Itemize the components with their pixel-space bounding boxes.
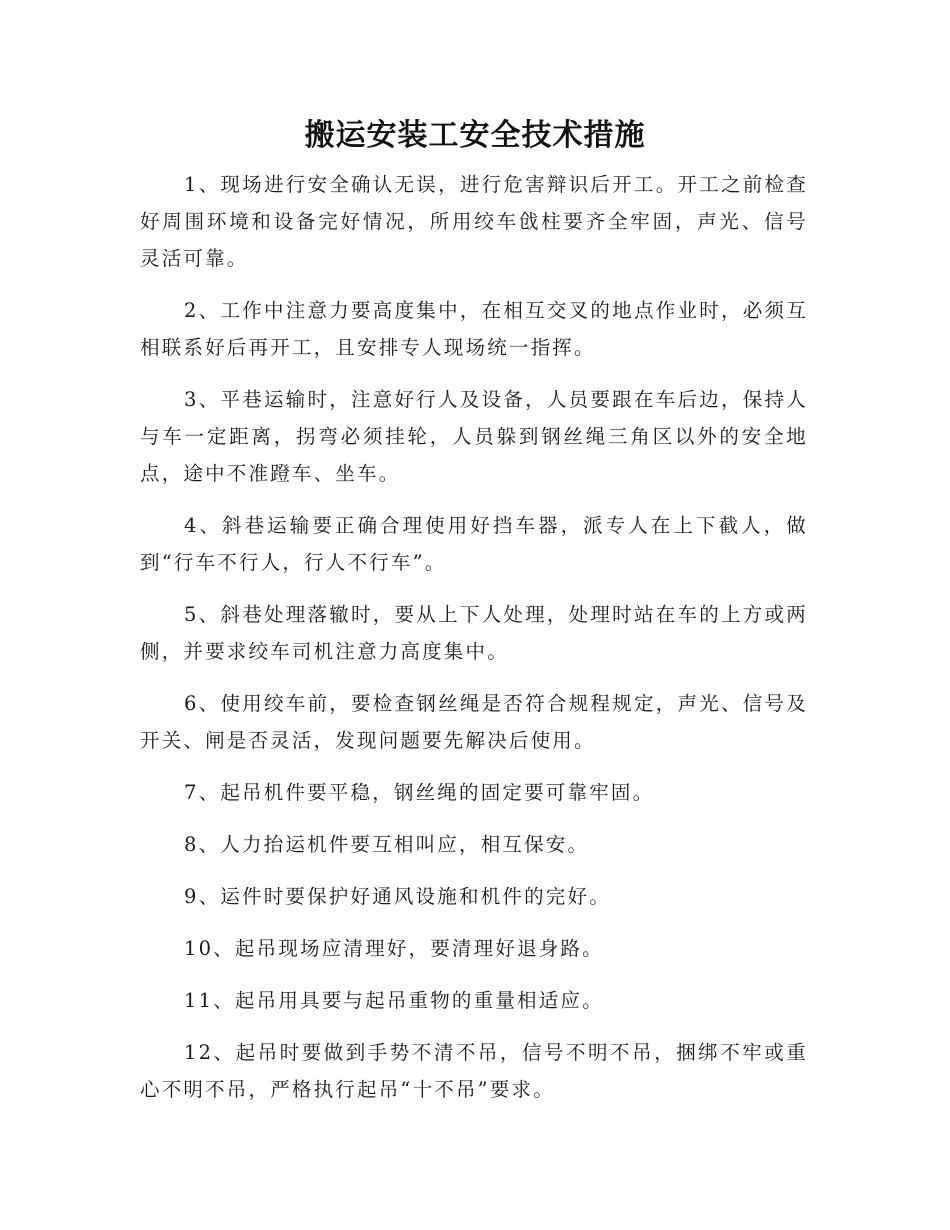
- paragraph-11: 11、起吊用具要与起吊重物的重量相适应。: [184, 989, 604, 1012]
- paragraph-7: 7、起吊机件要平稳，钢丝绳的固定要可靠牢固。: [184, 781, 655, 804]
- paragraph-3: 3、平巷运输时，注意好行人及设备，人员要跟在车后边，保持人与车一定距离，拐弯必须挂轮，人员躲到钢丝绳三角区以外的安全地点，途中不准蹬车、坐车。: [140, 388, 808, 485]
- paragraph-9: 9、运件时要保护好通风设施和机件的完好。: [184, 885, 611, 908]
- paragraph-1: 1、现场进行安全确认无误，进行危害辩识后开工。开工之前检查好周围环境和设备完好情况，所用绞车戗柱要齐全牢固，声光、信号灵活可靠。: [140, 173, 808, 270]
- document-body: [140, 166, 808, 1123]
- paragraph-6: 6、使用绞车前，要检查钢丝绳是否符合规程规定，声光、信号及开关、闸是否灵活，发现问题要先解决后使用。: [140, 692, 808, 752]
- document-title: 搬运安装工安全技术措施: [304, 118, 646, 153]
- paragraph-10: 10、起吊现场应清理好，要清理好退身路。: [184, 937, 604, 960]
- paragraph-8: 8、人力抬运机件要互相叫应，相互保安。: [184, 833, 590, 856]
- paragraph-12: 12、起吊时要做到手势不清不吊，信号不明不吊，捆绑不牢或重心不明不吊，严格执行起吊“十不吊”要求。: [140, 1041, 808, 1101]
- paragraph-4: 4、斜巷运输要正确合理使用好挡车器，派专人在上下截人，做到“行车不行人，行人不行车”。: [140, 514, 808, 574]
- paragraph-2: 2、工作中注意力要高度集中，在相互交叉的地点作业时，必须互相联系好后再开工，且安排专人现场统一指挥。: [140, 299, 808, 359]
- paragraph-5: 5、斜巷处理落辙时，要从上下人处理，处理时站在车的上方或两侧，并要求绞车司机注意力高度集中。: [140, 603, 808, 663]
